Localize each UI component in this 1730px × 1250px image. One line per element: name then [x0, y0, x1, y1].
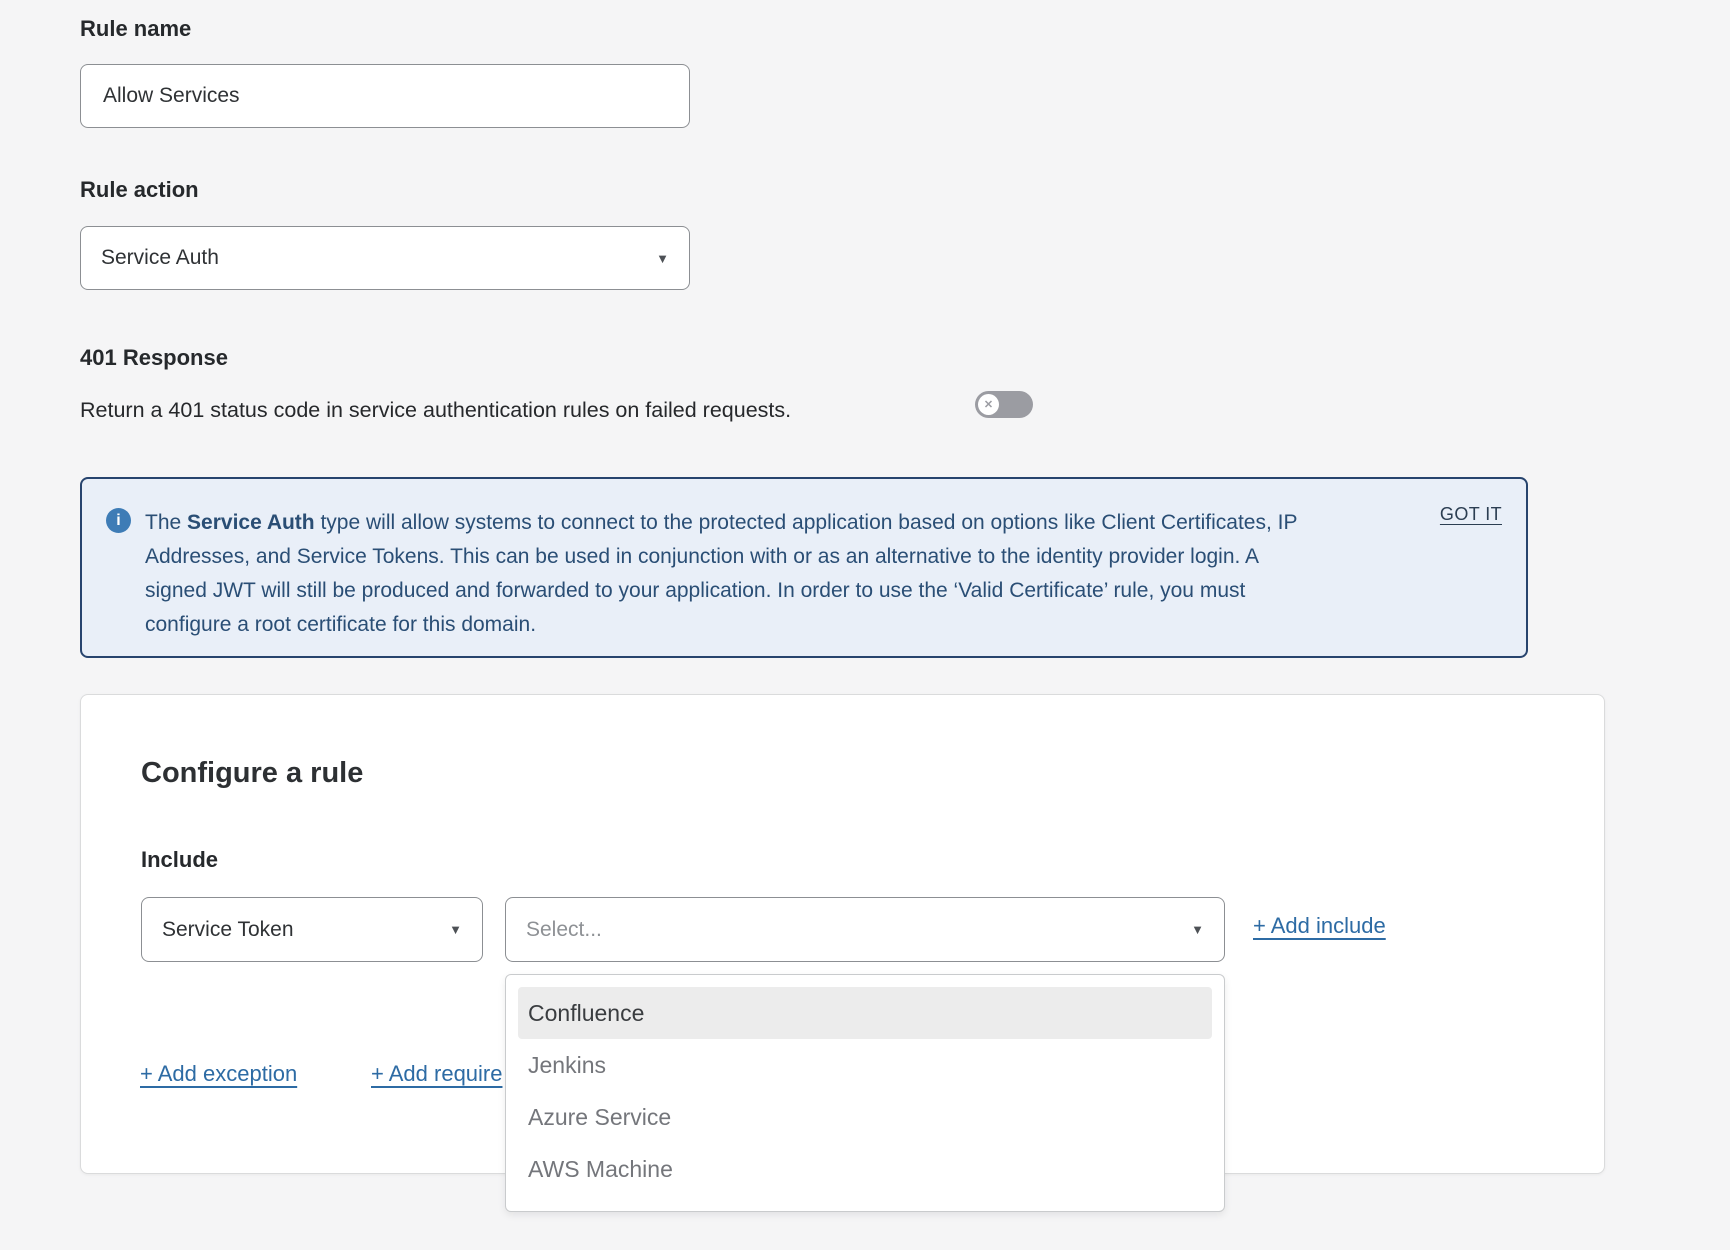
listbox-option[interactable]	[518, 1039, 1212, 1091]
401-response-description: Return a 401 status code in service authentication rules on failed requests.	[80, 398, 792, 422]
info-banner-text	[145, 506, 1305, 642]
rule-action-value: Service Auth	[101, 246, 219, 269]
rule-action-select[interactable]	[80, 226, 690, 290]
info-text-bold-term: Service Auth	[187, 511, 315, 534]
listbox-option[interactable]	[518, 987, 1212, 1039]
include-value-placeholder: Select...	[526, 917, 602, 941]
chevron-down-icon: ▼	[656, 250, 669, 266]
include-label: Include	[141, 847, 219, 872]
got-it-button[interactable]: GOT IT	[1439, 504, 1502, 524]
listbox-option[interactable]	[518, 1091, 1212, 1143]
info-text-prefix: The	[145, 511, 188, 534]
include-type-select[interactable]	[141, 897, 483, 962]
401-response-heading: 401 Response	[80, 345, 228, 370]
rule-name-input[interactable]	[80, 64, 690, 128]
listbox-option-label: Azure Service	[528, 1103, 672, 1130]
rule-name-label: Rule name	[80, 16, 192, 41]
info-text-suffix: type will allow systems to connect to the protected application based on options like Client Certificates, IP Addresses, and Service Tokens. This can be used in conjunction with or as an alternative to the identity provider login. A signed JWT will still be produced and forwarded to your application. In order to use the ‘Valid Certificate’ rule, you must configure a root certificate for this domain.	[145, 511, 1298, 636]
add-include-link[interactable]: + Add include	[1253, 913, 1386, 938]
include-value-listbox	[505, 974, 1225, 1212]
include-value-select[interactable]	[505, 897, 1225, 962]
add-exception-link[interactable]: + Add exception	[140, 1061, 298, 1086]
401-response-toggle[interactable]	[975, 391, 1033, 418]
chevron-down-icon: ▼	[449, 922, 462, 937]
info-icon: i	[106, 508, 131, 533]
listbox-option-label: AWS Machine	[528, 1155, 673, 1182]
add-require-link[interactable]: + Add require	[371, 1061, 503, 1086]
listbox-option-label: Jenkins	[528, 1051, 606, 1078]
configure-rule-heading: Configure a rule	[141, 757, 364, 789]
chevron-down-icon: ▼	[1191, 922, 1204, 937]
listbox-option-label: Confluence	[528, 999, 645, 1026]
service-auth-info-banner	[80, 477, 1528, 658]
rule-action-label: Rule action	[80, 177, 199, 202]
toggle-off-x-icon: ✕	[978, 394, 999, 415]
include-type-value: Service Token	[162, 917, 294, 941]
listbox-option[interactable]	[518, 1143, 1212, 1195]
